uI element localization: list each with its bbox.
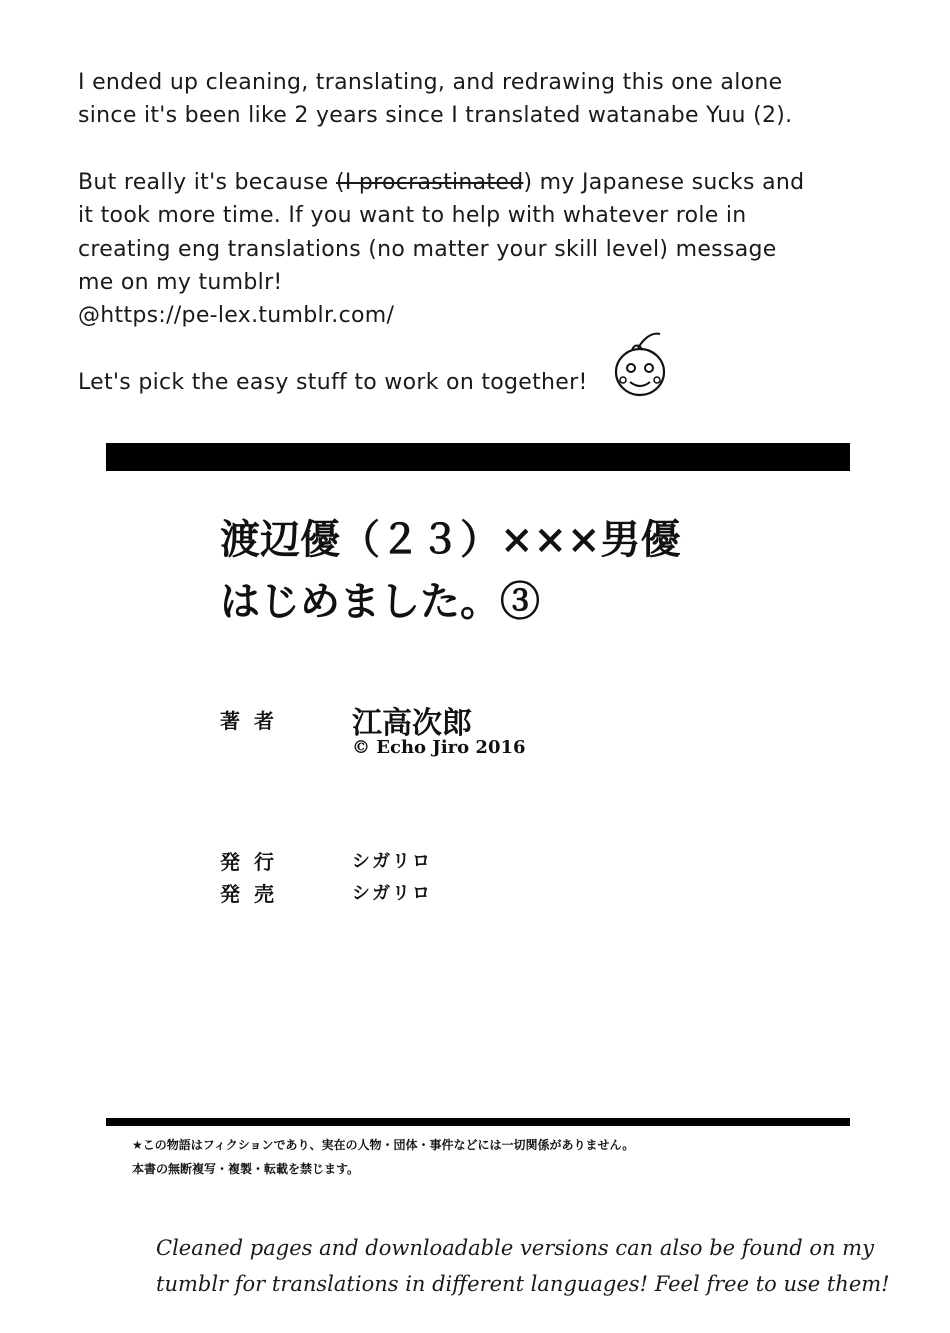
seller-name: シガリロ [352,883,432,904]
footer-line-2: tumblr for translations in different languages! Feel free to use them! [156,1272,890,1296]
book-title-line-2: はじめました。③ [220,578,540,625]
publisher-name: シガリロ [352,851,432,872]
note-line-3-post: ) my Japanese sucks and [523,170,805,195]
book-title-line-1: 渡辺優（２３）×××男優 [220,516,681,563]
copyright-notice: © Echo Jiro 2016 [352,737,526,758]
smiley-doodle-icon [608,328,672,400]
seller-label: 発売 [220,882,288,906]
note-line-2: since it's been like 2 years since I translated watanabe Yuu (2). [78,103,793,128]
note-line-1: I ended up cleaning, translating, and redrawing this one alone [78,70,783,95]
copy-prohibition-notice: 本書の無断複写・複製・転載を禁じます。 [132,1162,360,1176]
top-divider-bar [106,443,850,471]
author-label: 著者 [220,709,288,733]
author-name: 江高次郎 [352,706,472,741]
note-line-3-pre: But really it's because [78,170,336,195]
struck-text: (I procrastinated [335,170,524,195]
fiction-disclaimer: ★この物語はフィクションであり、実在の人物・団体・事件などには一切関係がありません。 [132,1138,635,1152]
bottom-divider-bar [106,1118,850,1126]
note-line-5: creating eng translations (no matter your skill level) message [78,237,777,262]
note-line-6: me on my tumblr! [78,270,283,295]
note-closing: Let's pick the easy stuff to work on together! [78,370,588,395]
publisher-label: 発行 [220,850,288,874]
note-line-3 [78,170,804,195]
footer-line-1: Cleaned pages and downloadable versions can also be found on my [156,1236,874,1260]
note-line-4: it took more time. If you want to help with whatever role in [78,203,747,228]
tumblr-link[interactable]: @https://pe-lex.tumblr.com/ [78,303,395,328]
